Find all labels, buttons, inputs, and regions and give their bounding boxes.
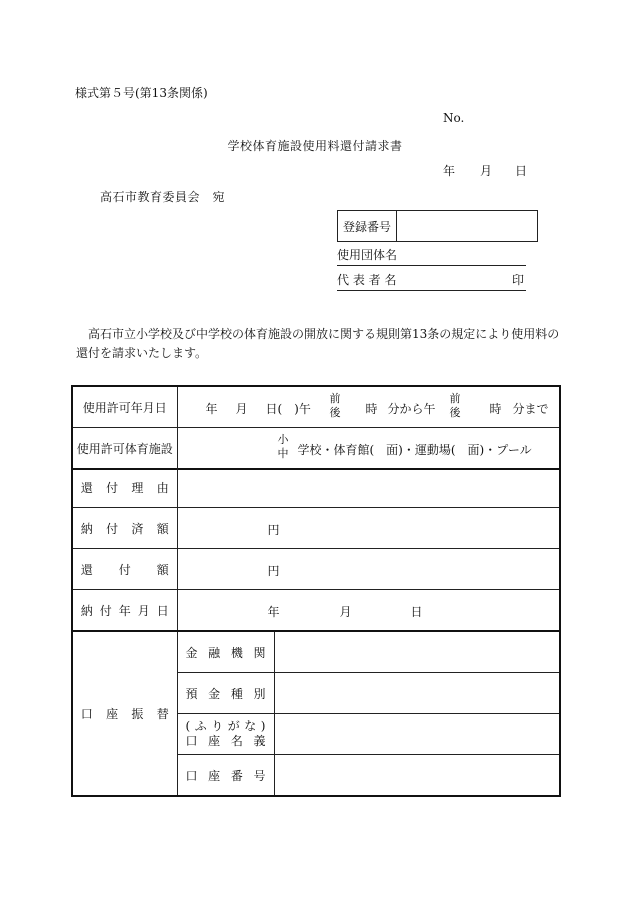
bank-section-label: 口座振替 xyxy=(72,631,177,796)
request-statement: 高石市立小学校及び中学校の体育施設の開放に関する規則第13条の規定により使用料の還付を請求いたします。 xyxy=(76,327,560,360)
representative-label: 代 表 者 名 xyxy=(337,273,397,287)
deposit-type-field[interactable] xyxy=(274,673,560,714)
deposit-type-label: 預金種別 xyxy=(177,673,274,714)
account-name-field[interactable] xyxy=(274,714,560,755)
number-label: No. xyxy=(443,111,465,125)
header-day-label: 日 xyxy=(515,164,528,178)
refund-amount-field[interactable]: 円 xyxy=(177,549,560,590)
table-row xyxy=(72,467,560,508)
paid-amount-label: 納付済額 xyxy=(72,508,177,549)
registration-number-field[interactable] xyxy=(397,211,537,241)
permit-date-field[interactable]: 年 月 日( )午 前 後 時 分から午 前 後 時 分まで xyxy=(177,386,560,428)
table-row xyxy=(72,549,560,590)
account-number-label: 口座番号 xyxy=(177,755,274,797)
registration-box xyxy=(337,210,538,242)
paid-amount-field[interactable]: 円 xyxy=(177,508,560,549)
table-row xyxy=(72,631,560,673)
group-name-label: 使用団体名 xyxy=(337,248,398,262)
table-row xyxy=(72,428,560,470)
permit-date-label: 使用許可年月日 xyxy=(72,386,177,428)
representative-field[interactable] xyxy=(337,272,526,291)
institution-field[interactable] xyxy=(274,631,560,673)
recipient: 高石市教育委員会 宛 xyxy=(100,190,226,204)
payment-date-field[interactable]: 年 月 日 xyxy=(177,590,560,632)
account-name-label: (ふりがな) 口座名義 xyxy=(177,714,274,755)
bank-transfer-table xyxy=(71,630,561,797)
permit-facility-field[interactable]: 小 中 学校・体育館( 面)・運動場( 面)・プール xyxy=(177,428,560,470)
table-row xyxy=(72,386,560,428)
permit-table xyxy=(71,385,561,470)
header-year-label: 年 xyxy=(443,164,456,178)
refund-reason-field[interactable] xyxy=(177,467,560,508)
group-name-field[interactable] xyxy=(337,247,526,266)
table-row xyxy=(72,508,560,549)
form-id: 様式第５号(第13条関係) xyxy=(75,86,208,100)
refund-amount-label: 還付額 xyxy=(72,549,177,590)
payment-date-label: 納付年月日 xyxy=(72,590,177,632)
account-number-field[interactable] xyxy=(274,755,560,797)
registration-label: 登録番号 xyxy=(338,211,397,241)
permit-facility-label: 使用許可体育施設 xyxy=(72,428,177,470)
table-row xyxy=(72,590,560,632)
refund-reason-label: 還付理由 xyxy=(72,467,177,508)
refund-table xyxy=(71,467,561,632)
header-month-label: 月 xyxy=(480,164,493,178)
institution-label: 金融機関 xyxy=(177,631,274,673)
seal-mark: 印 xyxy=(511,273,524,287)
page-title: 学校体育施設使用料還付請求書 xyxy=(227,139,403,153)
